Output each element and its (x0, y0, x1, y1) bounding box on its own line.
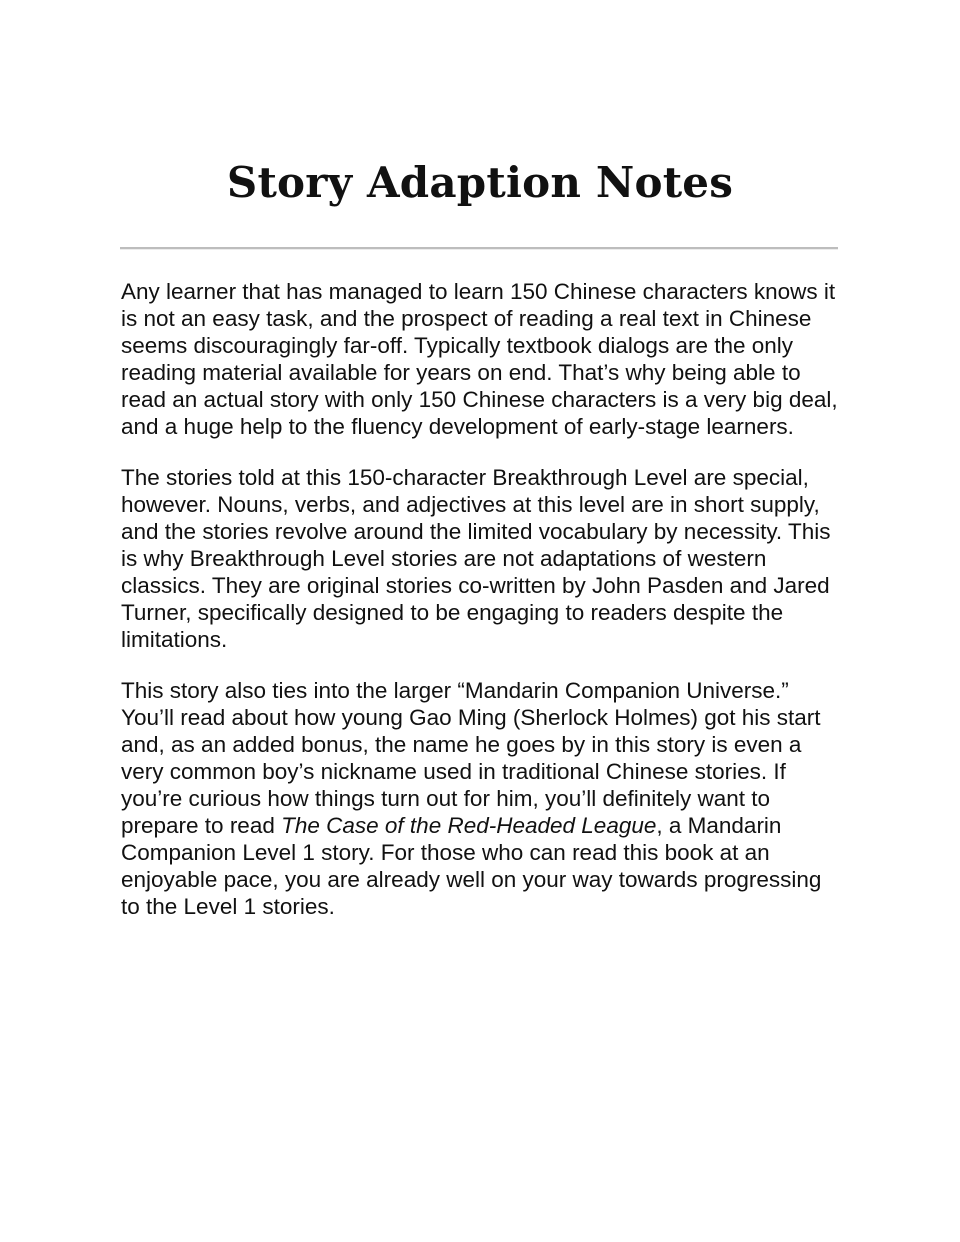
book-title-italic: The Case of the Red-Headed League (281, 813, 657, 838)
document-body (121, 278, 841, 944)
paragraph-1: Any learner that has managed to learn 150 Chinese characters knows it is not an easy task, and the prospect of reading a real text in Chinese seems discouragingly far-off. Typically textbook dialogs are the only reading material available for years on end. That’s why being able to read an actual story with only 150 Chinese characters is a very big deal, and a huge help to the fluency development of early-stage learners. (121, 279, 838, 439)
paragraph-3-text-after: , a Mandarin Companion Level 1 story. For those who can read this book at an enjoyable pace, you are already well on your way towards progressing to the Level 1 stories. (121, 813, 822, 919)
paragraph-3-text-before: This story also ties into the larger “Mandarin Companion Universe.” You’ll read about how young Gao Ming (Sherlock Holmes) got his start and, as an added bonus, the name he goes by in this story is even a very common boy’s nickname used in traditional Chinese stories. If you’re curious how things turn out for him, you’ll definitely want to prepare to read (121, 678, 821, 838)
paragraph-3 (121, 677, 841, 920)
paragraph-2: The stories told at this 150-character Breakthrough Level are special, however. Nouns, verbs, and adjectives at this level are in short supply, and the stories revolve around the limited vocabulary by necessity. This is why Breakthrough Level stories are not adaptations of western classics. They are original stories co-written by John Pasden and Jared Turner, specifically designed to be engaging to readers despite the limitations. (121, 465, 831, 652)
title-divider (120, 247, 838, 250)
page-title: Story Adaption Notes (226, 158, 734, 207)
